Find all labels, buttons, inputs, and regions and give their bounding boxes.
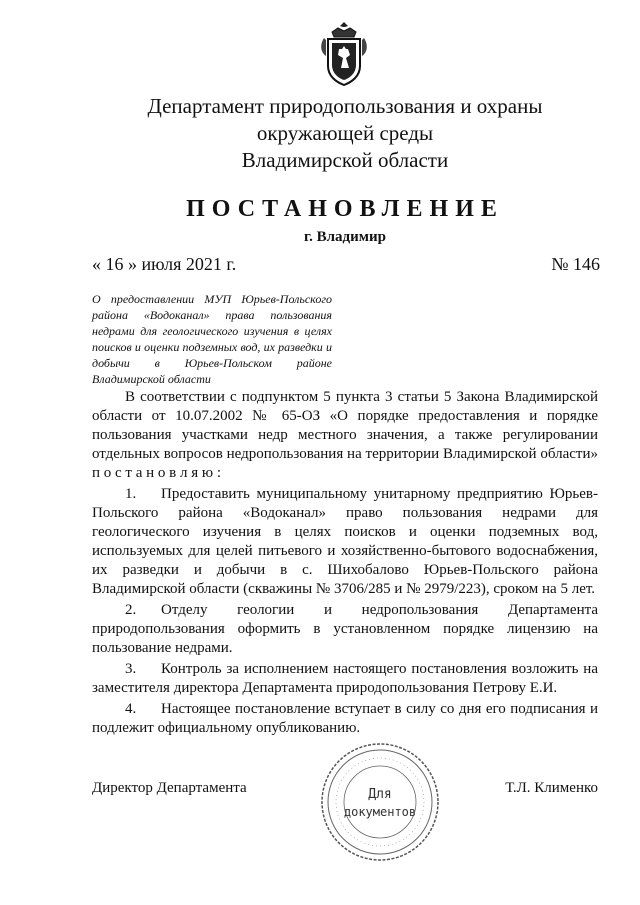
body-preamble: В соответствии с подпунктом 5 пункта 3 статьи 5 Закона Владимирской области от 10.07.2002 № 65-ОЗ «О порядке предоставления и порядке пользования участками недр местного значения, а также регулировании отдельных вопросов недропользования на территории Владимирской области» п о с т а н о в л я ю : xyxy=(92,389,598,481)
document-city: г. Владимир xyxy=(304,229,386,245)
item-text: Предоставить муниципальному унитарному предприятию Юрьев-Польского района «Водоканал» право пользования недрами для геологического изучения в целях поисков и оценки подземных вод, используемых для целей питьевого и хозяйственно-бытового водоснабжения, их разведки и добычи в с. Шихобалово Юрьев-Польского района Владимирской области (скважины № 3706/285 и № 2979/223), сроком на 5 лет. xyxy=(92,486,598,597)
item-number: 1. xyxy=(125,486,137,502)
document-date: « 16 » июля 2021 г. xyxy=(92,254,237,274)
body-item-4 xyxy=(92,700,598,738)
stamp-text-line-1: Для xyxy=(368,787,392,802)
body-item-3 xyxy=(92,660,598,698)
document-subject: О предоставлении МУП Юрьев-Польского района «Водоканал» права пользования недрами для геологического изучения в целях поисков и оценки подземных вод, их разведки и добычи в Юрьев-Польском районе Владимирской области xyxy=(92,292,332,386)
signature-name: Т.Л. Клименко xyxy=(505,780,598,796)
seal-stamp xyxy=(318,740,442,864)
signature-position: Директор Департамента xyxy=(92,780,247,796)
item-text: Настоящее постановление вступает в силу со дня его подписания и подлежит официальному опубликованию. xyxy=(92,701,598,736)
item-number: 4. xyxy=(125,701,137,717)
stamp-text-line-2: документов xyxy=(343,805,417,819)
department-name xyxy=(0,94,640,175)
department-name-line-2: окружающей среды xyxy=(256,121,434,145)
body-item-2 xyxy=(92,601,598,658)
document-number: № 146 xyxy=(551,254,600,274)
body-item-1 xyxy=(92,485,598,599)
item-number: 3. xyxy=(125,661,137,677)
item-text: Отделу геологии и недропользования Департамента природопользования оформить в установленном порядке лицензию на пользование недрами. xyxy=(92,602,598,656)
department-name-line-1: Департамент природопользования и охраны xyxy=(147,94,543,118)
coat-of-arms-emblem xyxy=(318,22,370,86)
department-name-line-3: Владимирской области xyxy=(241,148,449,172)
document-body xyxy=(92,388,598,738)
item-number: 2. xyxy=(125,602,137,618)
document-title: ПОСТАНОВЛЕНИЕ xyxy=(186,196,504,222)
item-text: Контроль за исполнением настоящего постановления возложить на заместителя директора Департамента природопользования Петрову Е.И. xyxy=(92,661,598,696)
